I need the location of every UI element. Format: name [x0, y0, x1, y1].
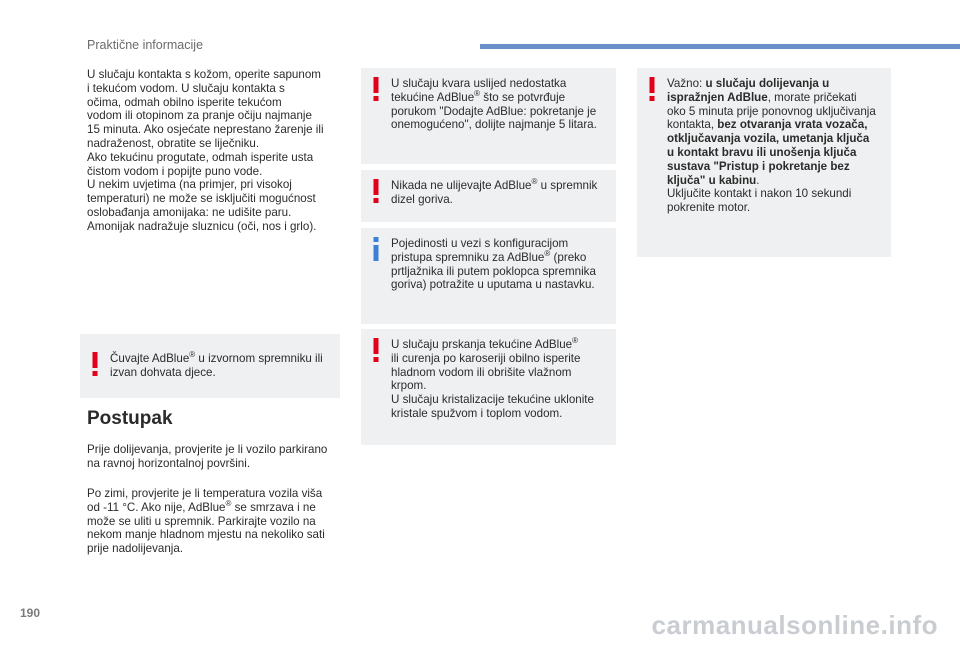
- text-line: [391, 179, 606, 193]
- text-part: Nikada ne ulijevajte AdBlue: [391, 179, 532, 192]
- text-part: U slučaju prskanja tekućine AdBlue: [391, 338, 573, 351]
- warning-exclamation-icon: [369, 77, 383, 101]
- section-title: Postupak: [87, 408, 173, 429]
- registered-mark: ®: [474, 88, 481, 98]
- text-part: tekućine AdBlue: [391, 90, 475, 104]
- bold-text: bez otvaranja vrata vozača,: [717, 118, 868, 132]
- text-line: pokrenite motor.: [667, 201, 751, 215]
- text-line: očima, odmah obilno isperite tekućom: [87, 95, 282, 109]
- text-part: što se potvrđuje: [480, 90, 566, 104]
- text-line: porukom "Dodajte AdBlue: pokretanje je: [391, 104, 597, 118]
- text-line: onemogućeno", dolijte najmanje 5 litara.: [391, 118, 597, 132]
- registered-mark: ®: [531, 177, 538, 187]
- text-line: [667, 91, 881, 105]
- intro-paragraph: [87, 68, 342, 234]
- text-part: .: [756, 173, 760, 187]
- text-line: Po zimi, provjerite je li temperatura vozila viša: [87, 487, 323, 500]
- text-line: oslobađanja amonijaka: ne udišite paru.: [87, 205, 292, 219]
- text-line: vodom ili otopinom za pranje očiju najmanje: [87, 109, 312, 123]
- text-line: Ako tekućinu progutate, odmah isperite usta: [87, 150, 314, 164]
- page-number: 190: [20, 606, 41, 620]
- header-section-label: Praktične informacije: [87, 38, 204, 52]
- text-line: [667, 118, 881, 132]
- text-part: od -11 °C. Ako nije, AdBlue: [87, 500, 226, 514]
- bold-text: u kontakt bravu ili unošenja ključa: [667, 145, 857, 159]
- warning-exclamation-icon: [369, 179, 383, 203]
- text-line: [391, 248, 606, 265]
- text-line: [87, 498, 347, 515]
- text-line: goriva) potražite u uputama u nastavku.: [391, 278, 595, 292]
- text-line: [391, 338, 606, 352]
- info-box-configuration: [361, 228, 616, 324]
- text-line: na ravnoj horizontalnoj površini.: [87, 456, 251, 470]
- text-line: može se uliti u spremnik. Parkirajte vozilo na: [87, 514, 316, 528]
- text-line: [667, 77, 881, 91]
- text-part: pristupa spremniku za AdBlue: [391, 250, 545, 264]
- text-line: kristale spužvom i toplom vodom.: [391, 406, 563, 420]
- text-line: prije nadolijevanja.: [87, 542, 184, 556]
- text-line: prtljažnika ili putem poklopca spremnika: [391, 264, 596, 278]
- registered-mark: ®: [225, 498, 232, 508]
- warning-exclamation-icon: [645, 77, 659, 101]
- text-part: u izvornom spremniku ili: [195, 352, 323, 365]
- text-line: U slučaju kristalizacije tekućine uklonite: [391, 393, 594, 407]
- warning-box-splash: [361, 329, 616, 445]
- warning-exclamation-icon: [88, 352, 102, 376]
- text-part: Važno:: [667, 77, 706, 90]
- text-line: nekom manje hladnom mjestu na nekoliko sati: [87, 528, 325, 542]
- text-line: čistom vodom i popijte puno vode.: [87, 164, 263, 178]
- registered-mark: ®: [544, 248, 551, 258]
- text-line: U slučaju kontakta s kožom, operite sapunom: [87, 68, 321, 81]
- text-line: nadraženost, obratite se liječniku.: [87, 136, 260, 150]
- warning-box-diesel: [361, 170, 616, 222]
- text-part: Čuvajte AdBlue: [110, 352, 190, 365]
- bold-text: ključa" u kabinu: [667, 173, 757, 187]
- text-part: , morate pričekati: [767, 90, 857, 104]
- watermark: carmanualsonline.info: [651, 610, 938, 640]
- warning-box-storage: [80, 334, 340, 398]
- text-line: [667, 146, 881, 160]
- text-line: krpom.: [391, 379, 427, 393]
- text-line: oko 5 minuta prije ponovnog uključivanja: [667, 104, 876, 118]
- warning-exclamation-icon: [369, 338, 383, 362]
- text-line: U nekim uvjetima (na primjer, pri visokoj: [87, 178, 292, 192]
- text-line: hladnom vodom ili obrišite vlažnom: [391, 365, 572, 379]
- text-line: [391, 88, 606, 105]
- info-icon: [369, 237, 383, 261]
- registered-mark: ®: [572, 336, 579, 346]
- text-line: temperaturi) ne može se isključiti mogućnost: [87, 192, 316, 206]
- paragraph-parking: [87, 443, 347, 471]
- text-line: [667, 174, 881, 188]
- text-line: [667, 132, 881, 146]
- text-line: U slučaju kvara uslijed nedostatka: [391, 77, 567, 90]
- paragraph-winter: [87, 487, 347, 556]
- text-line: Pojedinosti u vezi s konfiguracijom: [391, 237, 569, 250]
- text-line: 15 minuta. Ako osjećate neprestano žarenje ili: [87, 123, 324, 137]
- bold-text: ispražnjen AdBlue: [667, 90, 768, 104]
- bold-text: sustava "Pristup i pokretanje bez: [667, 159, 850, 173]
- bold-text: otključavanja vozila, umetanja ključa: [667, 132, 870, 146]
- text-part: kontakta,: [667, 118, 718, 132]
- text-part: u spremnik: [537, 179, 598, 192]
- registered-mark: ®: [189, 350, 196, 360]
- text-line: [110, 352, 330, 366]
- text-line: ili curenja po karoseriji obilno isperite: [391, 351, 581, 365]
- text-line: izvan dohvata djece.: [110, 365, 216, 379]
- text-line: i tekućom vodom. U slučaju kontakta s: [87, 81, 285, 95]
- bold-text: u slučaju dolijevanja u: [705, 77, 830, 90]
- warning-box-important: [637, 68, 891, 257]
- text-part: se smrzava i ne: [231, 500, 316, 514]
- text-part: (preko: [550, 250, 587, 264]
- header-bar: [480, 44, 960, 49]
- text-line: Amonijak nadražuje sluznicu (oči, nos i grlo).: [87, 219, 317, 233]
- text-line: Prije dolijevanja, provjerite je li vozilo parkirano: [87, 443, 328, 456]
- warning-box-failure: [361, 68, 616, 164]
- text-line: dizel goriva.: [391, 192, 453, 206]
- text-line: Uključite kontakt i nakon 10 sekundi: [667, 187, 852, 201]
- text-line: [667, 160, 881, 174]
